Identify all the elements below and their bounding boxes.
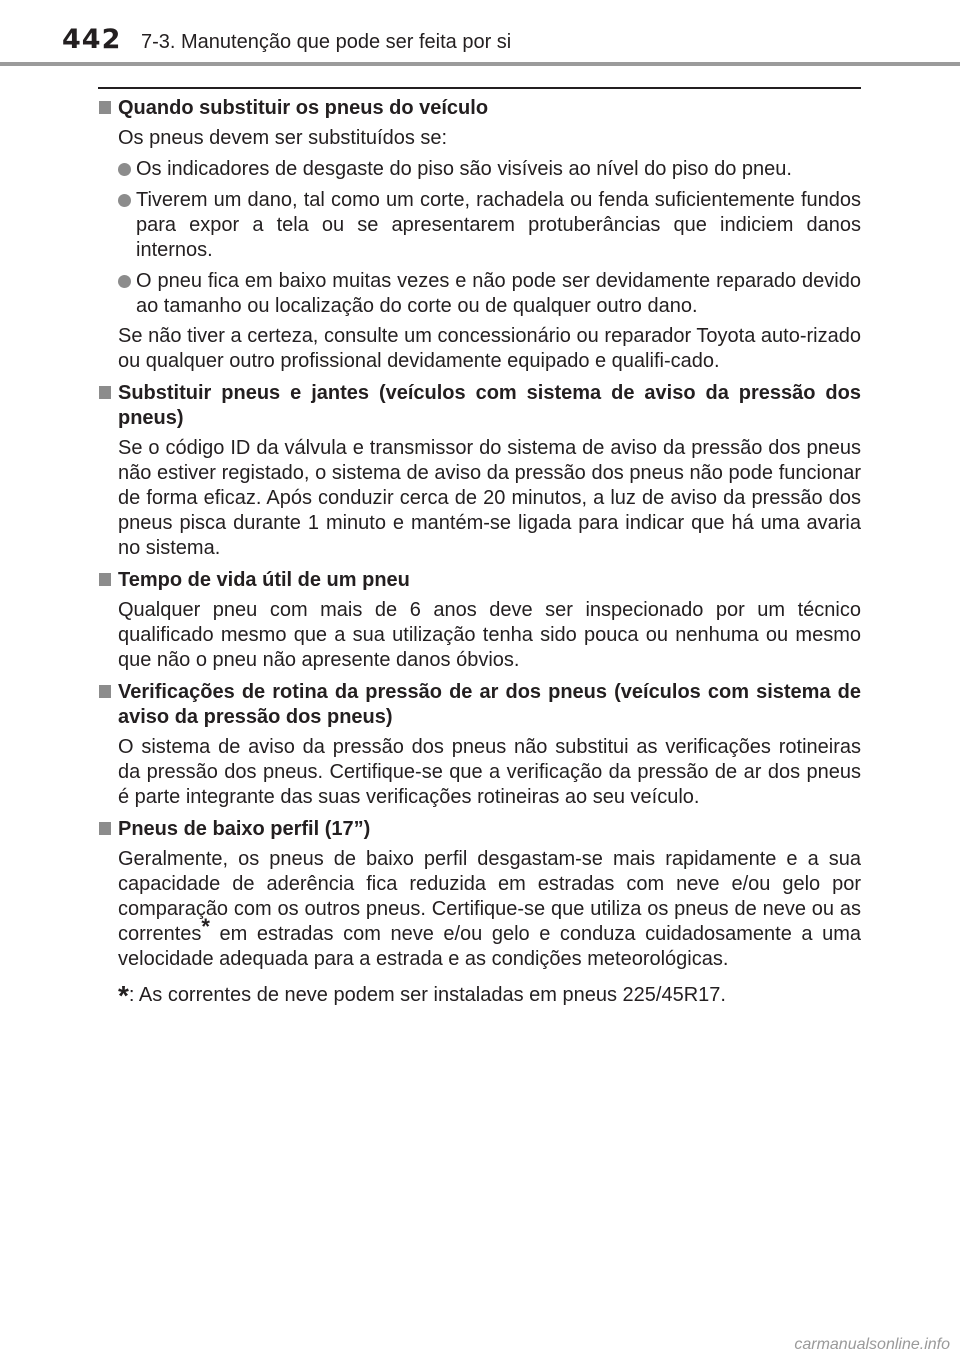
square-bullet-icon — [99, 685, 111, 698]
circle-bullet-icon — [118, 194, 131, 207]
heading-text: Tempo de vida útil de um pneu — [118, 569, 410, 591]
paragraph: Os pneus devem ser substituídos se: — [118, 127, 448, 149]
section-heading — [98, 96, 861, 121]
square-bullet-icon — [99, 822, 111, 835]
heading-text: Quando substituir os pneus do veículo — [118, 97, 489, 119]
section-heading — [98, 568, 861, 593]
list-item-text: Tiverem um dano, tal como um corte, rachadela ou fenda suficientemente fundos para expor a tela ou se apresentarem protuberâncias que indiciem danos internos. — [136, 189, 861, 261]
list-item-text: O pneu fica em baixo muitas vezes e não pode ser devidamente reparado devido ao tamanho ou localização do corte ou de qualquer outro dano. — [136, 270, 861, 317]
footnote-text: : As correntes de neve podem ser instaladas em pneus 225/45R17. — [128, 984, 726, 1006]
square-bullet-icon — [99, 573, 111, 586]
list-item-text: Os indicadores de desgaste do piso são visíveis ao nível do piso do pneu. — [136, 158, 792, 180]
section-routine-checks — [98, 680, 861, 810]
list-item — [98, 188, 861, 263]
footnote-marker: * — [118, 980, 129, 1011]
heading-text: Pneus de baixo perfil (17”) — [118, 818, 371, 840]
footnote-marker: * — [201, 914, 210, 940]
section-heading — [98, 680, 861, 730]
page-number: 442 — [62, 24, 122, 55]
header-rule — [0, 62, 960, 66]
square-bullet-icon — [99, 101, 111, 114]
section-low-profile-tires — [98, 817, 861, 972]
content-top-rule — [98, 87, 861, 89]
heading-text: Verificações de rotina da pressão de ar dos pneus (veículos com sistema de aviso da pressão dos pneus) — [118, 681, 861, 728]
watermark: carmanualsonline.info — [794, 1336, 950, 1353]
section-title: 7-3. Manutenção que pode ser feita por si — [141, 31, 512, 53]
section-replace-tires-wheels — [98, 381, 861, 561]
paragraph: O sistema de aviso da pressão dos pneus não substitui as verificações rotineiras da pressão dos pneus. Certifique-se que a verificação da pressão de ar dos pneus é parte integrante das suas verificações rotineiras ao seu veículo. — [118, 736, 861, 808]
page-content — [98, 96, 861, 1011]
section-tire-lifespan — [98, 568, 861, 673]
section-when-replace — [98, 96, 861, 374]
paragraph — [98, 847, 861, 972]
page-header — [0, 0, 960, 70]
paragraph-text: em estradas com neve e/ou gelo e conduza cuidadosamente a uma velocidade adequada para a estrada e as condições meteorológicas. — [118, 923, 861, 970]
square-bullet-icon — [99, 386, 111, 399]
section-heading — [98, 381, 861, 431]
heading-text: Substituir pneus e jantes (veículos com sistema de aviso da pressão dos pneus) — [118, 382, 861, 429]
paragraph: Qualquer pneu com mais de 6 anos deve ser inspecionado por um técnico qualificado mesmo que a sua utilização tenha sido pouca ou nenhuma ou mesmo que não o pneu não apresente danos óbvios. — [118, 599, 861, 671]
paragraph: Se o código ID da válvula e transmissor do sistema de aviso da pressão dos pneus não estiver registado, o sistema de aviso da pressão dos pneus não pode funcionar de forma eficaz. Após conduzir cerca de 20 minutos, a luz de aviso da pressão dos pneus pisca durante 1 minuto e mantém-se ligada para indicar que há uma avaria no sistema. — [118, 437, 861, 559]
footnote — [98, 979, 861, 1011]
paragraph-text: Geralmente, os pneus de baixo perfil desgastam-se mais rapidamente e a sua capacidade de aderência fica reduzida em estradas com neve e/ou gelo por comparação com os outros pneus. Certifique-se que utiliza os pneus de neve ou as correntes — [118, 848, 861, 945]
list-item — [98, 269, 861, 319]
circle-bullet-icon — [118, 275, 131, 288]
circle-bullet-icon — [118, 163, 131, 176]
list-item — [98, 157, 861, 182]
section-heading — [98, 817, 861, 842]
paragraph: Se não tiver a certeza, consulte um concessionário ou reparador Toyota auto-rizado ou qualquer outro profissional devidamente equipado e qualifi-cado. — [118, 325, 861, 372]
